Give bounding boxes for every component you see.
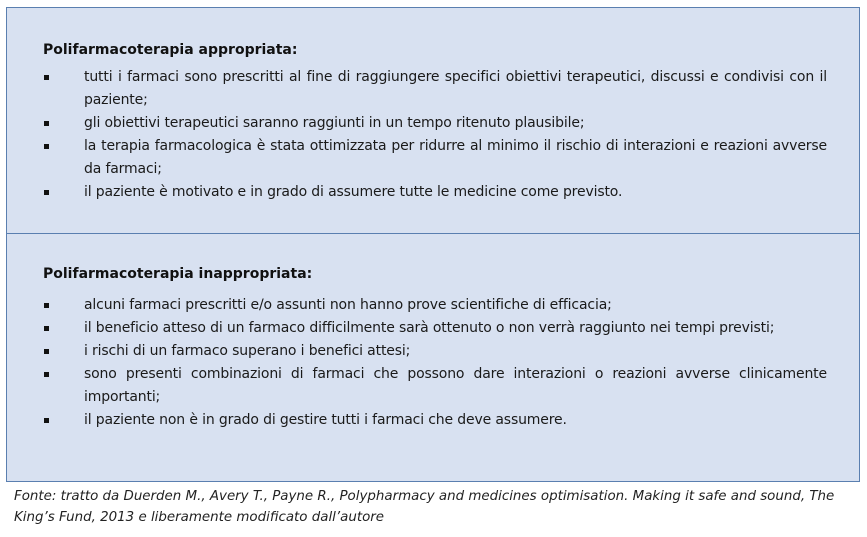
appropriate-title: Polifarmacoterapia appropriata:: [43, 42, 298, 58]
definitions-box: [6, 7, 860, 482]
list-item-text: il beneficio atteso di un farmaco difficilmente sarà ottenuto o non verrà raggiunto nei tempi previsti;: [84, 320, 775, 336]
list-item-text: il paziente è motivato e in grado di assumere tutte le medicine come previsto.: [84, 184, 623, 200]
list-item: [7, 409, 859, 432]
bullet-icon: [44, 190, 49, 195]
list-item-text: tutti i farmaci sono prescritti al fine di raggiungere specifici obiettivi terapeutici, discussi e condivisi con il paziente;: [84, 69, 827, 108]
list-item: [7, 135, 859, 181]
inappropriate-list: [7, 294, 859, 432]
list-item: [7, 181, 859, 204]
list-item-text: la terapia farmacologica è stata ottimizzata per ridurre al minimo il rischio di interazioni e reazioni avverse da farmaci;: [84, 138, 827, 177]
list-item: [7, 317, 859, 340]
list-item-text: i rischi di un farmaco superano i benefici attesi;: [84, 343, 411, 359]
bullet-icon: [44, 349, 49, 354]
bullet-icon: [44, 418, 49, 423]
bullet-icon: [44, 75, 49, 80]
list-item: [7, 66, 859, 112]
bullet-icon: [44, 372, 49, 377]
list-item: [7, 112, 859, 135]
list-item-text: gli obiettivi terapeutici saranno raggiunti in un tempo ritenuto plausibile;: [84, 115, 585, 131]
bullet-icon: [44, 303, 49, 308]
inappropriate-section: [7, 234, 859, 481]
inappropriate-title: Polifarmacoterapia inappropriata:: [43, 266, 313, 282]
list-item: [7, 363, 859, 409]
list-item: [7, 340, 859, 363]
appropriate-section: [7, 8, 859, 234]
appropriate-list: [7, 66, 859, 204]
bullet-icon: [44, 326, 49, 331]
source-caption: Fonte: tratto da Duerden M., Avery T., Payne R., Polypharmacy and medicines optimisation. Making it safe and sound, The King’s Fund, 2013 e liberamente modificato dall’autore: [14, 489, 835, 525]
list-item-text: alcuni farmaci prescritti e/o assunti non hanno prove scientifiche di efficacia;: [84, 297, 612, 313]
list-item-text: il paziente non è in grado di gestire tutti i farmaci che deve assumere.: [84, 412, 567, 428]
list-item: [7, 294, 859, 317]
bullet-icon: [44, 121, 49, 126]
bullet-icon: [44, 144, 49, 149]
list-item-text: sono presenti combinazioni di farmaci che possono dare interazioni o reazioni avverse clinicamente importanti;: [84, 366, 827, 405]
